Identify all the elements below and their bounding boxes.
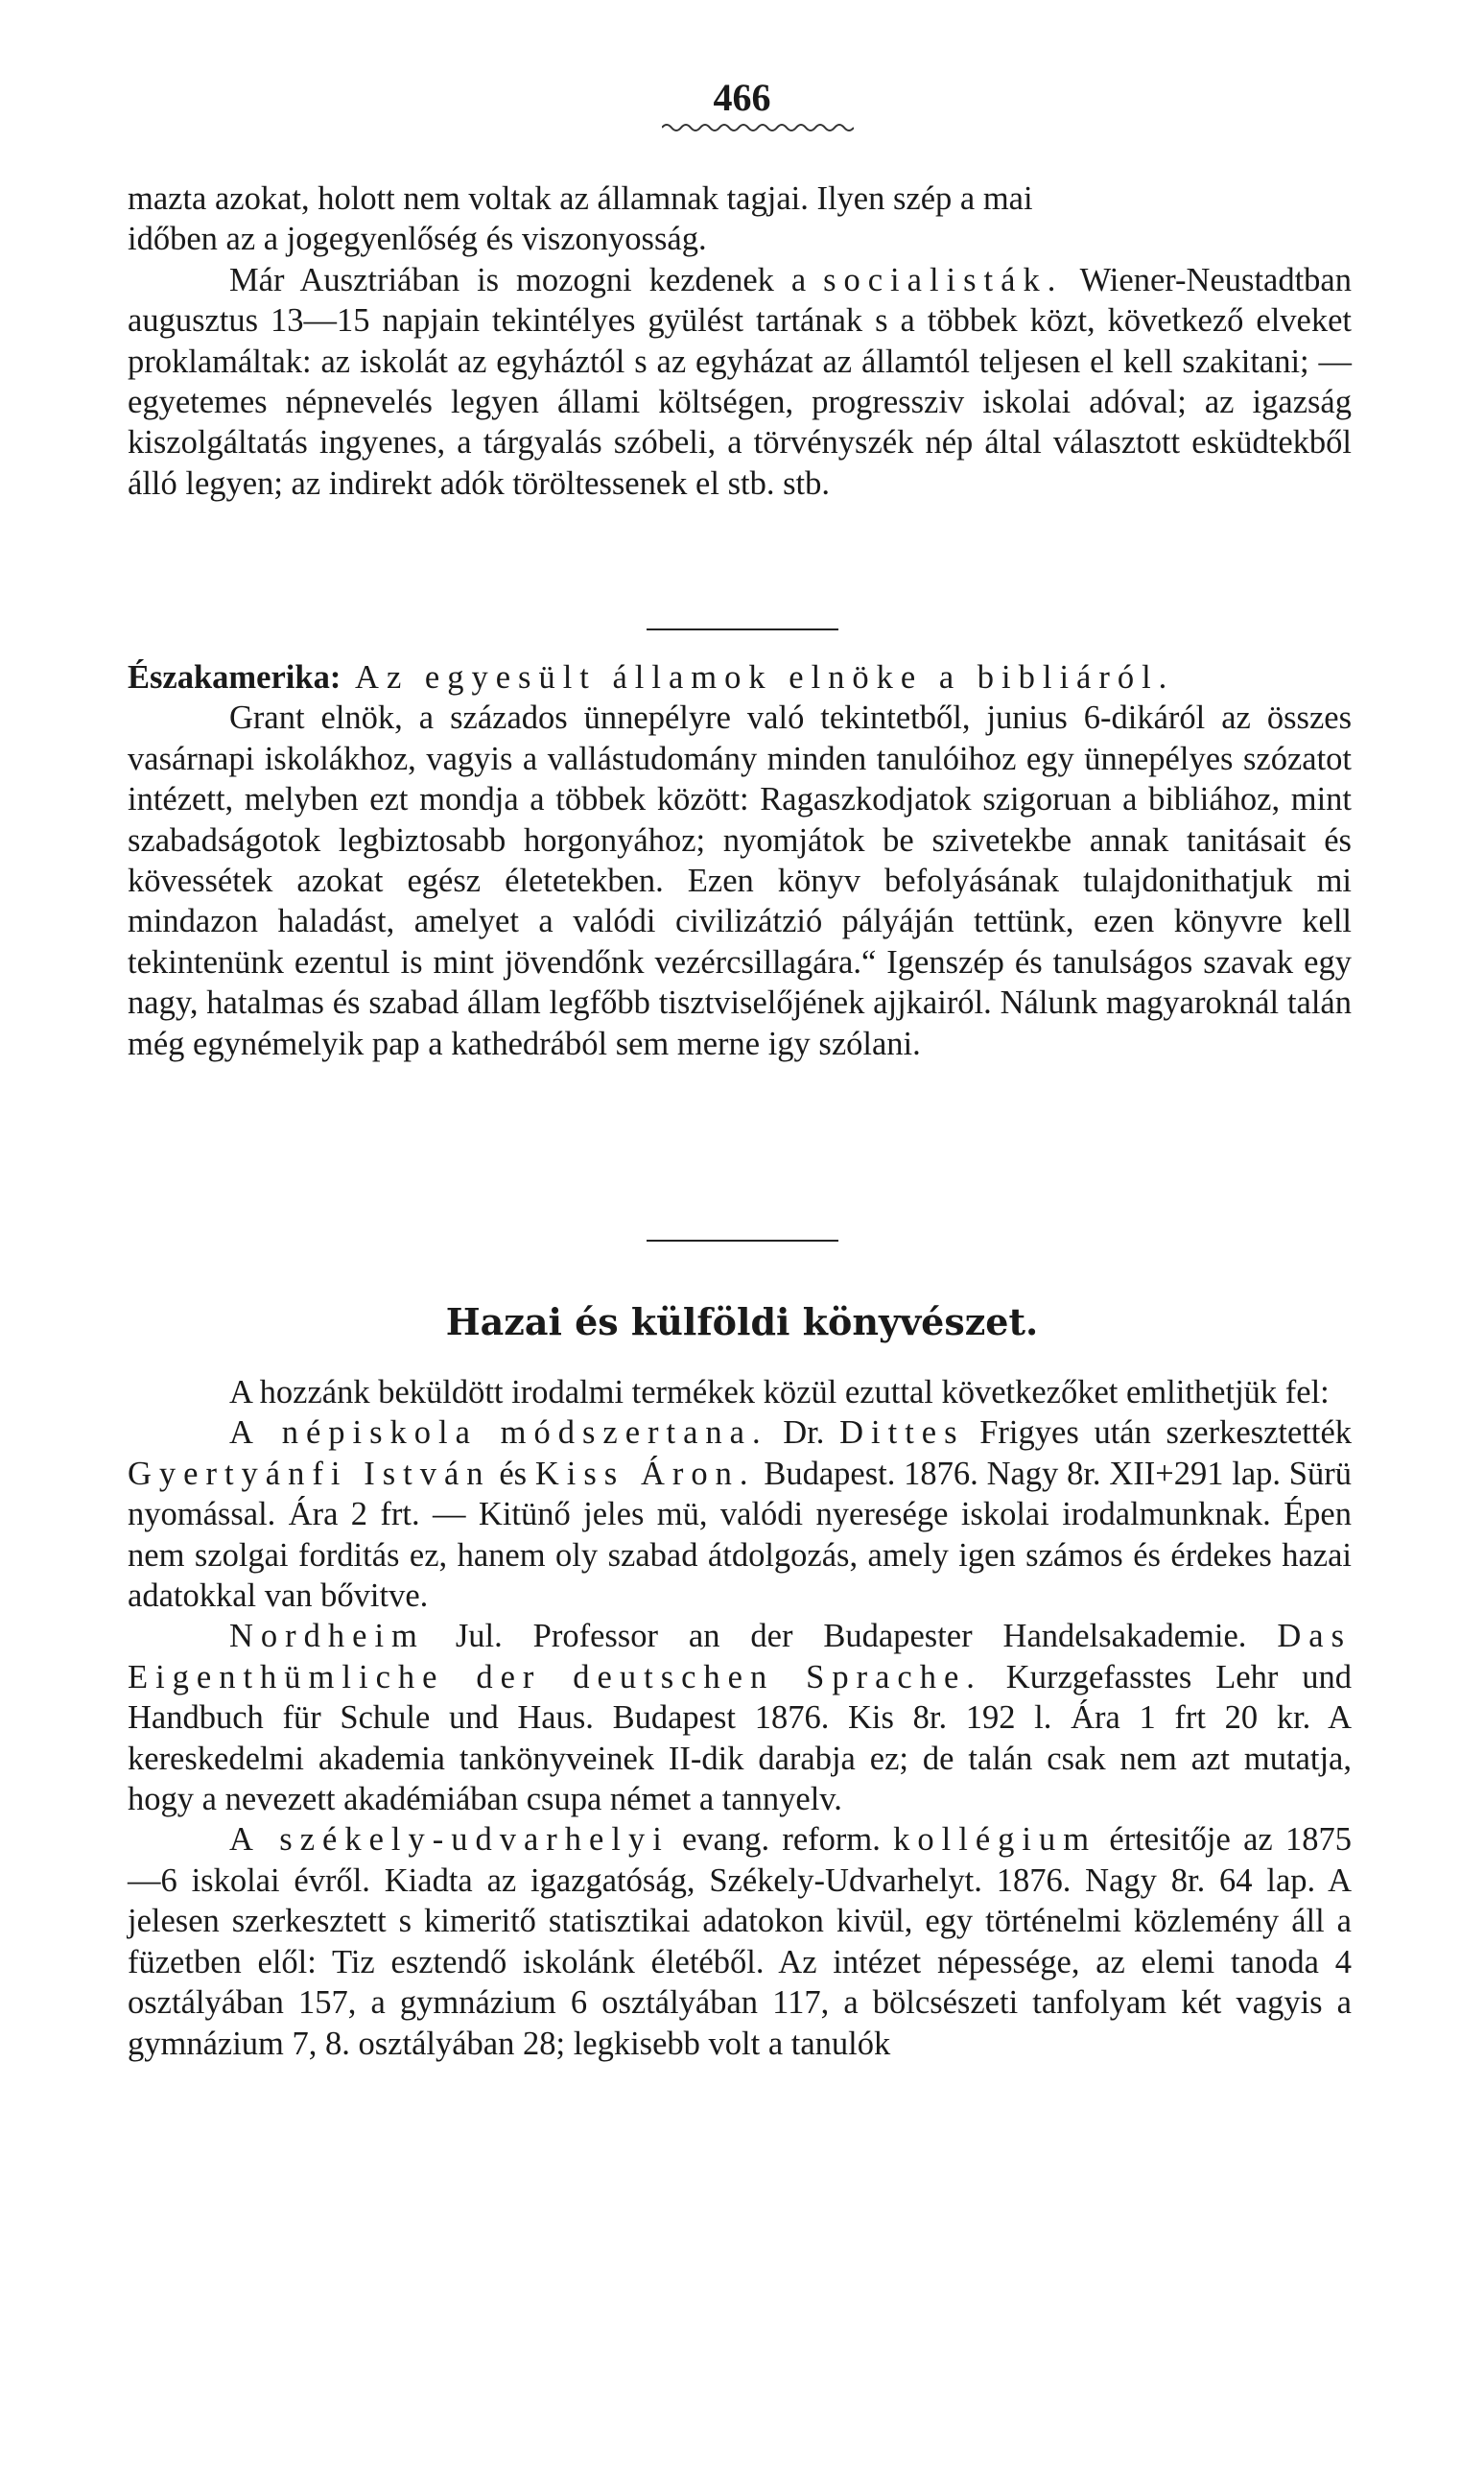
- text-span: Jul. Professor an der Budapester Handelsakademie.: [424, 1618, 1278, 1655]
- text-span: Kurzgefasstes Lehr und Handbuch für Schule und Haus. Budapest 1876. Kis 8r. 192 l. Ára 1 frt 20 kr. A kereskedelmi akademia tankönyveinek II-dik darabja ez; de talán csak nem azt mutatja, hogy a nevezett akadémiában csupa német a tannyelv.: [128, 1658, 1352, 1818]
- spaced-title: Az egyesült államok elnöke a bibliáról.: [341, 659, 1175, 696]
- section-bibliography: [128, 1372, 1352, 2064]
- book-entry: [128, 1616, 1352, 1819]
- text-span: értesitője az 1875—6 iskolai évről. Kiadta az igazgatóság, Székely-Udvarhelyt. 1876. Nagy 8r. 64 lap. A jelesen szerkesztett s kimeritő statisztikai adatokon kivül, egy történelmi közlemény áll a füzetben elől: Tiz esztendő iskolánk életéből. Az intézet népessége, az elemi tanoda 4 osztályában 157, a gymnázium 6 osztályában 117, a bölcsészeti tanfolyam két vagyis a gymnázium 7, 8. osztályában 28; legkisebb volt a tanulók: [128, 1821, 1353, 2062]
- text-span: evang. reform.: [669, 1821, 894, 1859]
- book-title: kollégium: [893, 1821, 1097, 1859]
- section-north-america: [128, 657, 1352, 1064]
- text-span: Dr.: [767, 1414, 840, 1452]
- text-span: Már Ausztriában is mozogni kezdenek a: [229, 261, 824, 298]
- author-name: Gyertyánfi István: [128, 1455, 491, 1492]
- text-span: és: [490, 1455, 535, 1492]
- text-span: Budapest. 1876. Nagy 8r. XII+291 lap. Sürü nyomással. Ára 2 frt. — Kitünő jeles mü, valódi nyeresége iskolai irodalmunknak. Épen nem szolgai forditás ez, hanem oly szabad átdolgozás, amely igen számos és érdekes hazai adatokkal van bővitve.: [128, 1455, 1352, 1615]
- paragraph: A hozzánk beküldött irodalmi termékek közül ezuttal következőket emlithetjük fel:: [229, 1374, 1330, 1410]
- text-line: mazta azokat, holott nem voltak az államnak tagjai. Ilyen szép a mai: [128, 180, 1033, 217]
- separator-rule: [647, 628, 838, 630]
- book-title: Das Eigenthümliche der deutschen Sprache.: [128, 1618, 1352, 1695]
- text-line: időben az a jogegyenlőség és viszonyosság.: [128, 221, 707, 258]
- text-span: Frigyes után szerkesztették: [964, 1414, 1353, 1452]
- section-socialists: [128, 178, 1352, 504]
- section-title: [128, 657, 1352, 698]
- paragraph: [128, 260, 1352, 504]
- book-title: A népiskola módszertana.: [229, 1414, 768, 1452]
- book-entry: [128, 1819, 1352, 2063]
- spaced-word: socialisták.: [823, 261, 1064, 298]
- wavy-ornament: [662, 121, 854, 134]
- section-heading: Hazai és külföldi könyvészet.: [445, 1300, 1039, 1343]
- book-title: A székely-udvarhelyi: [229, 1821, 670, 1859]
- author-name: Dittes: [839, 1414, 965, 1452]
- book-entry: [128, 1412, 1352, 1616]
- author-name: Nordheim: [229, 1618, 425, 1655]
- author-name: Kiss Áron.: [534, 1455, 756, 1492]
- text-span: Wiener-Neustadtban augusztus 13—15 napjain tekintélyes gyülést tartának s a többek közt, következő elveket proklamáltak: az iskolát az egyháztól s az egyházat az államtól teljesen el kell szakitani; — egyetemes népnevelés legyen állami költségen, progressziv iskolai adóval; az igazság kiszolgáltatás ingyenes, a tárgyalás szóbeli, a törvényszék nép által választott esküdtekből álló legyen; az indirekt adók töröltessenek el stb. stb.: [128, 261, 1352, 502]
- separator-rule: [647, 1240, 838, 1242]
- paragraph: Grant elnök, a százados ünnepélyre való tekintetből, junius 6-dikáról az összes vasárnapi iskolákhoz, vagyis a vallástudomány minden tanulóihoz egy ünnepélyes szózatot intézett, melyben ezt mondja a többek között: Ragaszkodjatok szigoruan a bibliához, mint szabadságotok legbiztosabb horgonyához; nyomjátok be szivetekbe annak tanitásait és kövessétek azokat egész életetekben. Ezen könyv befolyásának tulajdonithatjuk mi mindazon haladást, amelyet a valódi civilizátzió pályáján tettünk, ezen könyvre kell tekintenünk ezentul is mint jövendőnk vezércsillagára.“ Igenszép és tanulságos szavak egy nagy, hatalmas és szabad állam legfőbb tisztviselőjének ajjkairól. Nálunk magyaroknál talán még egynémelyik pap a kathedrából sem merne igy szólani.: [128, 699, 1352, 1062]
- page-number: 466: [713, 76, 771, 119]
- section-label: Északamerika:: [128, 659, 342, 696]
